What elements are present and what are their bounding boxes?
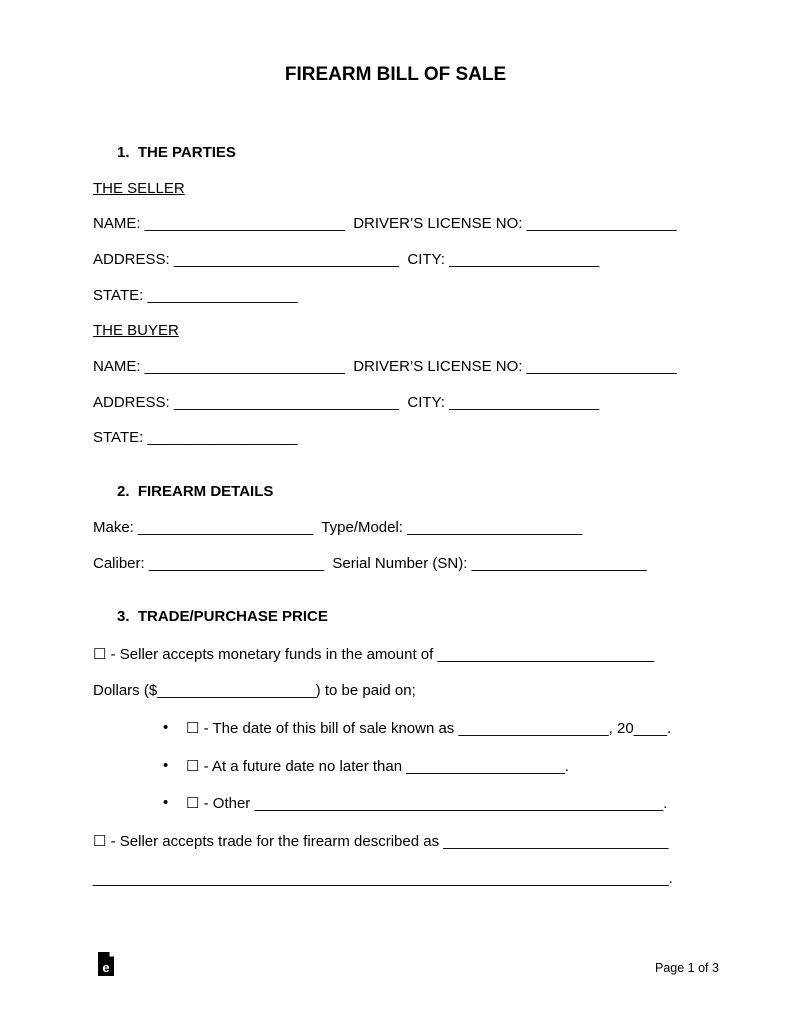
monetary-funds-line: ☐ - Seller accepts monetary funds in the amount of __________________________ [93, 646, 655, 663]
payment-option-bill-date: ☐ - The date of this bill of sale known as __________________, 20____. [186, 720, 672, 737]
seller-name-line: NAME: ________________________ DRIVER’S LICENSE NO: __________________ [93, 215, 677, 232]
trade-line: ☐ - Seller accepts trade for the firearm described as ___________________________ [93, 833, 669, 850]
buyer-address-line: ADDRESS: ___________________________ CITY: __________________ [93, 394, 600, 411]
section-price-heading: 3. TRADE/PURCHASE PRICE [117, 608, 328, 625]
svg-text:e: e [102, 960, 110, 975]
buyer-state-line: STATE: __________________ [93, 429, 298, 446]
seller-heading: THE SELLER [93, 180, 185, 197]
seller-state-line: STATE: __________________ [93, 287, 298, 304]
section-parties-heading: 1. THE PARTIES [117, 144, 236, 161]
buyer-name-line: NAME: ________________________ DRIVER’S LICENSE NO: __________________ [93, 358, 677, 375]
firearm-make-line: Make: _____________________ Type/Model: _____________________ [93, 519, 583, 536]
eforms-logo-icon [96, 951, 116, 977]
section-firearm-heading: 2. FIREARM DETAILS [117, 483, 274, 500]
payment-option-other: ☐ - Other _________________________________________________. [186, 795, 668, 812]
bullet-dot: • [163, 719, 169, 736]
document-title: FIREARM BILL OF SALE [284, 64, 507, 85]
buyer-heading: THE BUYER [93, 322, 179, 339]
firearm-caliber-line: Caliber: _____________________ Serial Number (SN): _____________________ [93, 555, 647, 572]
seller-address-line: ADDRESS: ___________________________ CITY: __________________ [93, 251, 600, 268]
page-number: Page 1 of 3 [655, 961, 719, 975]
payment-option-future-date: ☐ - At a future date no later than ___________________. [186, 758, 569, 775]
bullet-dot: • [163, 794, 169, 811]
bullet-dot: • [163, 757, 169, 774]
dollars-line: Dollars ($___________________) to be paid on; [93, 682, 416, 699]
trade-continuation-line: _____________________________________________________________________. [93, 870, 673, 887]
